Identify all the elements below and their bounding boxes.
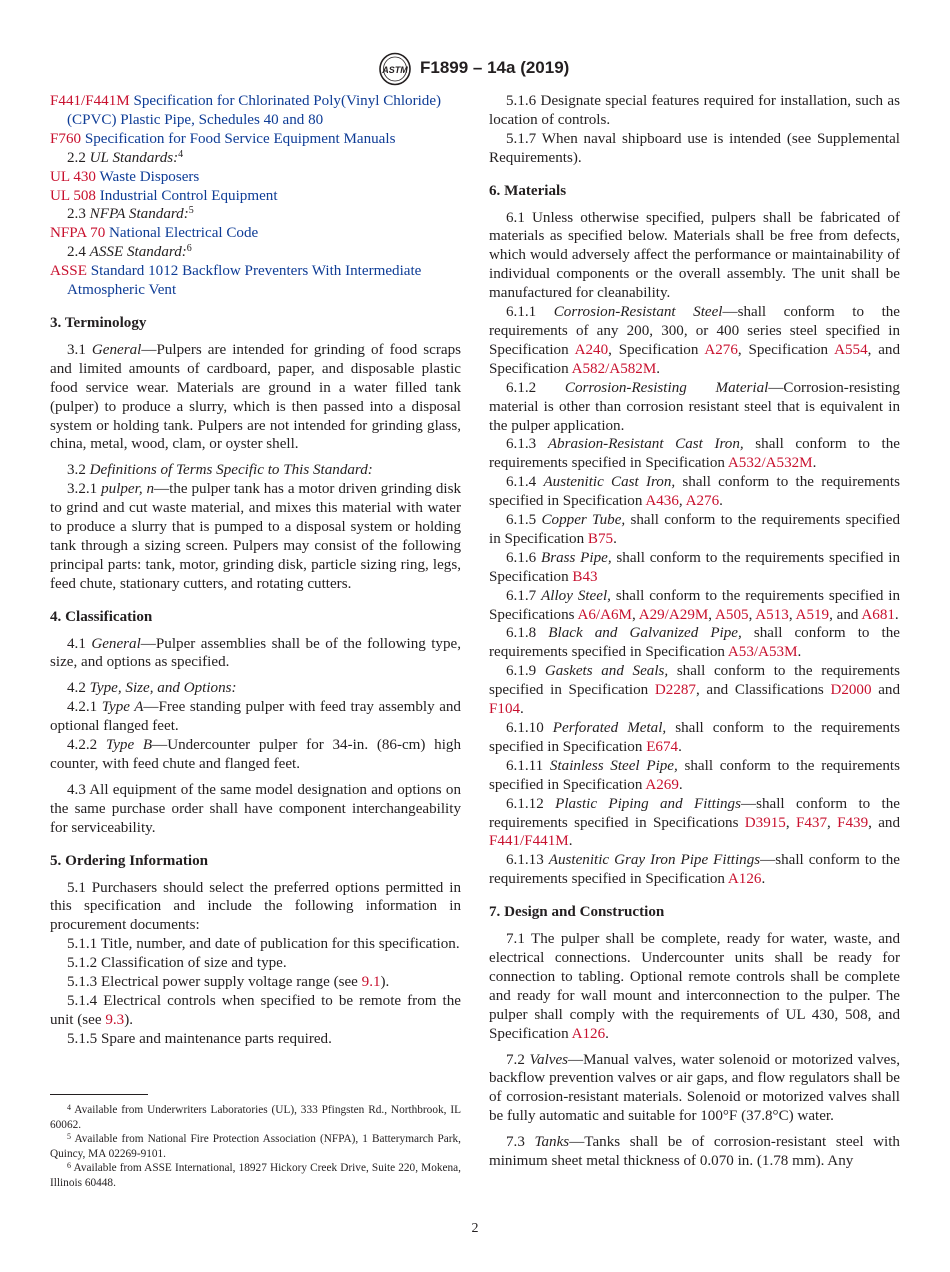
paragraph-text: shall conform to the requirements specified in Specification (489, 720, 901, 755)
paragraph-text: . (605, 1025, 609, 1042)
paragraph-text: , (827, 814, 838, 831)
paragraph-6-1-1 (489, 303, 900, 379)
term: Alloy Steel, (541, 587, 611, 604)
standard-designation: F1899 – 14a (2019) (420, 58, 570, 77)
paragraph-text: . (678, 776, 683, 793)
spec-link[interactable]: B75 (587, 530, 614, 547)
paragraph-text: , (708, 606, 716, 623)
subsection-number: 2.2 (67, 149, 86, 166)
term: Tanks (534, 1134, 570, 1151)
paragraph-number: 6.1.1 (506, 304, 537, 321)
astm-logo-icon (375, 52, 415, 86)
paragraph-number: 6.1.8 (506, 625, 537, 642)
paragraph-text: shall conform to the requirements specified in Specifications (489, 587, 900, 623)
reference-item (50, 92, 461, 130)
footnote-marker: 5 (188, 205, 194, 217)
paragraph-7-2 (489, 1051, 900, 1127)
paragraph-number: 7.3 (506, 1134, 525, 1151)
paragraph-6-1: 6.1 Unless otherwise specified, pulpers shall be fabricated of materials as specified below. Materials shall be free from defects, which would adversely affect the performance or maintainability of individual components or the overall assembly. The unit shall be manufactured for cleanability. (489, 209, 900, 302)
paragraph-text: , Specification (737, 341, 835, 358)
section-heading-terminology: 3. Terminology (50, 314, 147, 331)
spec-link[interactable]: E674 (646, 738, 679, 755)
paragraph-text: shall conform to the requirements specified in Specification (489, 474, 900, 510)
reference-item (50, 187, 461, 206)
paragraph-6-1-6 (489, 549, 900, 587)
paragraph-text: , and (829, 606, 862, 623)
paragraph-7-1 (489, 930, 900, 1043)
paragraph-text: —Undercounter pulper for 34-in. (86-cm) high counter, with feed chute and flanged feet. (50, 737, 462, 772)
paragraph-number: 6.1.11 (506, 757, 544, 774)
paragraph-text: . (568, 833, 573, 850)
term: Type A (101, 699, 144, 716)
reference-title-link[interactable]: Specification for Chlorinated Poly(Vinyl Chloride) (CPVC) Plastic Pipe, Schedules 40 and 80 (67, 93, 442, 128)
paragraph-6-1-2 (489, 379, 900, 436)
spec-link[interactable]: F441/F441M (489, 833, 569, 850)
term: Copper Tube, (541, 512, 626, 529)
paragraph-3-1 (50, 341, 461, 454)
spec-link[interactable]: A126 (727, 871, 762, 888)
paragraph-5-1: 5.1 Purchasers should select the preferred options permitted in this specification and include the following information in procurement documents: (50, 879, 461, 934)
paragraph-4-2-2 (50, 736, 461, 774)
subsection-number: 2.3 (67, 206, 86, 223)
page-header (0, 52, 950, 86)
paragraph-text: . (894, 606, 899, 623)
term: Abrasion-Resistant Cast Iron, (547, 436, 744, 453)
term: Black and Galvanized Pipe, (548, 625, 742, 642)
reference-item (50, 130, 461, 149)
spec-link[interactable]: A436 (645, 493, 679, 510)
paragraph-3-2 (50, 461, 461, 480)
paragraph-text: —Pulpers are intended for grinding of food scraps and limited amounts of cardboard, paper, and disposable plastic food service wear. Materials are ground in a water filled tank (pulper) to produce a slurry, which is then passed into a disposal system or holding tank. Pulpers are not intended for grinding glass, china, metal, wood, clam, or oyster shell. (50, 341, 461, 453)
reference-code-link[interactable]: F441/F441M (50, 93, 130, 109)
spec-link[interactable]: D2000 (830, 682, 872, 699)
paragraph-6-1-9 (489, 662, 900, 719)
spec-link[interactable]: A53/A53M (727, 644, 798, 661)
reference-code-link[interactable]: F760 (50, 130, 82, 147)
term: Austenitic Cast Iron, (543, 474, 676, 491)
paragraph-6-1-11 (489, 757, 900, 795)
section-link[interactable]: 9.1 (361, 974, 381, 991)
paragraph-text: , and Specification (489, 341, 900, 377)
left-column (50, 92, 461, 1049)
paragraph-6-1-10 (489, 719, 900, 757)
footnotes (50, 1103, 461, 1191)
paragraph-6-1-8 (489, 624, 900, 662)
subsection-heading (50, 243, 461, 262)
section-heading-design: 7. Design and Construction (489, 904, 665, 921)
paragraph-text: —shall conform to the requirements specified in Specification (489, 852, 901, 888)
paragraph-text: and (871, 682, 900, 699)
paragraph-text: , (748, 606, 756, 623)
section-heading-materials: 6. Materials (489, 182, 567, 199)
footnote-number: 6 (67, 1161, 71, 1171)
paragraph-5-1-2: 5.1.2 Classification of size and type. (67, 955, 287, 972)
spec-link[interactable]: A6/A6M (577, 606, 632, 623)
paragraph-text: shall conform to the requirements specified in Specification (489, 549, 900, 585)
paragraph-number: 4.2 (67, 680, 86, 697)
term: Perforated Metal, (552, 720, 667, 736)
footnote-text: Available from Underwriters Laboratories (UL), 333 Pfingsten Rd., Northbrook, IL 60062. (50, 1104, 461, 1131)
spec-link[interactable]: F439 (837, 814, 869, 831)
footnote-text: Available from ASSE International, 18927 Hickory Creek Drive, Suite 220, Mokena, Illinois 60448. (50, 1162, 461, 1189)
reference-title-link[interactable]: National Electrical Code (109, 225, 259, 242)
paragraph-text: —the pulper tank has a motor driven grinding disk to grind and cut waste material, and mixes this material with water to produce a slurry that is pumped to a disposal system or holding tank through a sizing screen. Pulpers may consist of the following principal parts: tank, motor, grinding disk, particle sizing ring, legs, feed chute, stationary cutters, and rotating cutters. (50, 481, 462, 592)
paragraph-text: 7.1 The pulper shall be complete, ready for water, waste, and electrical connections. Undercounter units shall be ready for connection to tabling. Optional remote controls shall be complete and ready for wall mount and interconnection to the pulper. The pulper shall comply with the requirements of UL 430, 508, and Specification (489, 931, 900, 1042)
term: General (91, 341, 142, 358)
reference-item (50, 224, 461, 243)
spec-link[interactable]: A276 (685, 493, 720, 510)
paragraph-6-1-12 (489, 795, 900, 852)
spec-link[interactable]: D2287 (654, 682, 696, 699)
subsection-title: UL Standards: (89, 149, 179, 166)
footnote-text: Available from National Fire Protection Association (NFPA), 1 Batterymarch Park, Quincy, MA 02269-9101. (50, 1133, 461, 1160)
footnote-marker: 6 (186, 243, 192, 255)
paragraph-text: ). (124, 1011, 134, 1028)
reference-item (50, 262, 461, 300)
paragraph-text: shall conform to the requirements specified in Specification (489, 757, 900, 793)
subsection-heading (50, 205, 461, 224)
paragraph-4-2 (50, 679, 461, 698)
paragraph-text: —shall conform to the requirements of any 200, 300, or 400 series steel specified in Specification (489, 304, 901, 358)
paragraph-text: . (761, 871, 766, 888)
paragraph-text: —Free standing pulper with feed tray assembly and optional flanged feet. (50, 699, 461, 735)
paragraph-text: , (631, 606, 639, 623)
paragraph-text: ). (380, 974, 390, 991)
reference-code-link[interactable]: ASSE (50, 263, 87, 280)
paragraph-text: . (520, 701, 524, 718)
spec-link[interactable]: F104 (489, 701, 521, 718)
paragraph-text: . (812, 455, 817, 472)
spec-link[interactable]: A240 (574, 341, 609, 358)
section-heading-classification: 4. Classification (50, 608, 153, 625)
paragraph-number: 4.2.2 (67, 737, 98, 754)
footnote-divider (50, 1094, 148, 1095)
footnote-number: 5 (67, 1132, 71, 1142)
paragraph-6-1-13 (489, 851, 900, 889)
paragraph-number: 6.1.3 (506, 436, 537, 453)
paragraph-text: shall conform to the requirements specified in Specification (489, 663, 900, 699)
paragraph-text: , and (868, 814, 901, 831)
spec-link[interactable]: A126 (571, 1025, 606, 1042)
paragraph-5-1-1: 5.1.1 Title, number, and date of publication for this specification. (67, 936, 460, 953)
reference-title-link[interactable]: Standard 1012 Backflow Preventers With Intermediate Atmospheric Vent (67, 263, 422, 299)
spec-link[interactable]: A582/A582M (571, 360, 657, 377)
term: Brass Pipe, (540, 549, 612, 566)
term: Plastic Piping and Fittings (555, 795, 741, 812)
spec-link[interactable]: A681 (861, 606, 895, 623)
paragraph-5-1-4 (50, 992, 461, 1030)
paragraph-text: —Corrosion-resisting material is other than corrosion resistant steel that is equivalent in the pulper application. (489, 379, 900, 434)
reference-item (50, 168, 461, 187)
term: Gaskets and Seals, (544, 663, 669, 680)
reference-code-link[interactable]: NFPA 70 (50, 225, 106, 242)
term: Definitions of Terms Specific to This Standard: (89, 462, 373, 479)
paragraph-4-1 (50, 635, 461, 673)
paragraph-3-2-1 (50, 480, 461, 593)
paragraph-number: 3.2.1 (67, 481, 98, 498)
paragraph-text: , (678, 493, 686, 510)
reference-code-link[interactable]: UL 430 (50, 168, 96, 185)
term: Corrosion-Resisting Material (564, 379, 769, 396)
term: Austenitic Gray Iron Pipe Fittings (548, 852, 761, 869)
footnote-marker: 4 (178, 148, 184, 160)
paragraph-number: 6.1.5 (506, 512, 537, 529)
spec-link[interactable]: A269 (645, 776, 679, 793)
paragraph-text: , and Classifications (695, 682, 831, 699)
paragraph-text: , (785, 814, 796, 831)
paragraph-text: —Pulper assemblies shall be of the following type, size, and options as specified. (50, 635, 462, 671)
right-column (489, 92, 900, 1171)
subsection-title: NFPA Standard: (89, 206, 189, 223)
paragraph-5-1-7: 5.1.7 When naval shipboard use is intended (see Supplemental Requirements). (489, 130, 900, 166)
paragraph-number: 6.1.7 (506, 587, 537, 604)
reference-title-link[interactable]: Specification for Food Service Equipment Manuals (84, 130, 396, 147)
paragraph-4-3: 4.3 All equipment of the same model designation and options on the same purchase order shall have component interchangeability for serviceability. (50, 781, 461, 836)
paragraph-number: 6.1.13 (506, 852, 544, 869)
footnote (50, 1103, 461, 1132)
spec-link[interactable]: A532/A532M (727, 455, 813, 472)
paragraph-number: 7.2 (506, 1051, 525, 1068)
paragraph-number: 6.1.10 (506, 720, 544, 736)
spec-link[interactable]: A276 (704, 341, 738, 358)
paragraph-number: 4.2.1 (67, 699, 98, 716)
section-heading-ordering: 5. Ordering Information (50, 852, 209, 869)
footnote (50, 1132, 461, 1161)
paragraph-7-3 (489, 1133, 900, 1171)
section-link[interactable]: 9.3 (105, 1011, 125, 1028)
paragraph-number: 6.1.6 (506, 549, 537, 566)
paragraph-number: 6.1.2 (506, 379, 537, 396)
paragraph-text: 5.1.4 Electrical controls when specified to be remote from the unit (see (50, 992, 461, 1028)
spec-link[interactable]: A513 (755, 606, 789, 623)
paragraph-5-1-6: 5.1.6 Designate special features required for installation, such as location of controls. (489, 93, 900, 128)
svg-text:ASTM: ASTM (382, 65, 408, 75)
reference-title-link[interactable]: Waste Disposers (99, 168, 200, 185)
paragraph-text: shall conform to the requirements specified in Specification (489, 436, 900, 472)
term: Valves (529, 1051, 569, 1068)
spec-link[interactable]: D3915 (744, 814, 786, 831)
paragraph-number: 6.1.9 (506, 663, 537, 680)
paragraph-text: shall conform to the requirements specified in Specification (489, 625, 900, 661)
spec-link[interactable]: A554 (834, 341, 868, 358)
term: Stainless Steel Pipe, (549, 757, 678, 774)
term: Corrosion-Resistant Steel (553, 304, 723, 321)
paragraph-text: —Tanks shall be of corrosion-resistant steel with minimum sheet metal thickness of 0.070 in. (1.78 mm). Any (489, 1134, 900, 1170)
footnote-number: 4 (67, 1103, 71, 1112)
paragraph-5-1-3 (50, 973, 461, 992)
page-number: 2 (471, 1221, 479, 1236)
subsection-title: ASSE Standard: (89, 244, 187, 261)
term: pulper, n (101, 481, 155, 498)
paragraph-number: 3.2 (67, 462, 86, 479)
term: General (91, 635, 141, 652)
paragraph-6-1-7 (489, 587, 900, 625)
paragraph-text: —shall conform to the requirements specified in Specifications (489, 795, 900, 831)
subsection-number: 2.4 (67, 244, 86, 261)
paragraph-6-1-4 (489, 473, 900, 511)
reference-title-link[interactable]: Industrial Control Equipment (99, 187, 278, 204)
paragraph-text: shall conform to the requirements specified in Specification (489, 512, 901, 547)
paragraph-number: 3.1 (67, 341, 86, 358)
paragraph-text: . (678, 738, 682, 755)
spec-link[interactable]: B43 (572, 568, 598, 585)
term: Type, Size, and Options: (89, 680, 237, 697)
paragraph-text: —Manual valves, water solenoid or motorized valves, backflow prevention valves or air gaps, and flow regulators shall be of corrosion-resistant materials. Solenoid or motorized valves shall be fully automatic and suitable for 100°F (37.8°C) water. (489, 1051, 900, 1125)
paragraph-text: , (788, 606, 796, 623)
paragraph-text: . (656, 360, 661, 377)
paragraph-text: . (797, 644, 802, 661)
subsection-heading (50, 149, 461, 168)
paragraph-6-1-5 (489, 511, 900, 549)
paragraph-text: . (613, 530, 617, 547)
footnote (50, 1161, 461, 1190)
paragraph-text: . (719, 493, 723, 510)
spec-link[interactable]: A505 (715, 606, 749, 623)
paragraph-text: 5.1.3 Electrical power supply voltage range (see (67, 974, 362, 991)
spec-link[interactable]: F437 (795, 814, 827, 831)
paragraph-text: , Specification (608, 341, 705, 358)
spec-link[interactable]: A519 (795, 606, 830, 623)
paragraph-number: 6.1.12 (506, 795, 544, 812)
paragraph-5-1-5: 5.1.5 Spare and maintenance parts required. (67, 1030, 332, 1047)
reference-code-link[interactable]: UL 508 (50, 187, 96, 204)
paragraph-4-2-1 (50, 698, 461, 736)
paragraph-number: 4.1 (67, 635, 86, 652)
paragraph-number: 6.1.4 (506, 474, 537, 491)
spec-link[interactable]: A29/A29M (638, 606, 709, 623)
paragraph-6-1-3 (489, 435, 900, 473)
term: Type B (105, 737, 153, 754)
